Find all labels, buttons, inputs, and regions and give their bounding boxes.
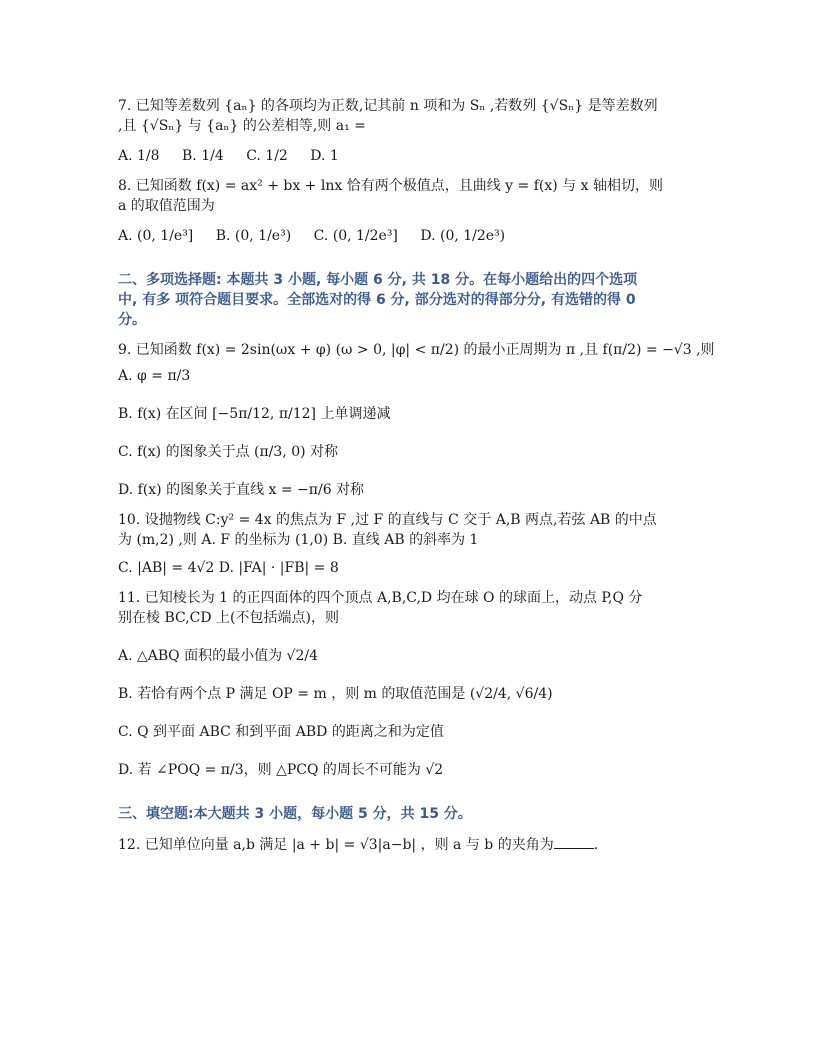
q8-options [118,226,698,246]
q7-options [118,146,698,166]
q11-option-c: C. Q 到平面 ABC 和到平面 ABD 的距离之和为定值 [118,724,444,740]
q11-line2: 别在棱 BC,CD 上(不包括端点)，则 [118,610,339,626]
q12 [118,834,698,855]
q11-option-a: A. △ABQ 面积的最小值为 √2/4 [118,648,319,664]
q7-option-d: D. 1 [310,148,339,164]
q7-option-b: B. 1/4 [182,148,224,164]
q12-answer-blank [554,834,594,849]
q8-line1: 8. 已知函数 f(x) = ax² + bx + lnx 恰有两个极值点，且曲线 y = f(x) 与 x 轴相切，则 [118,178,663,194]
q10-line3: C. |AB| = 4√2 D. |FA| · |FB| = 8 [118,560,339,576]
q9-option-a: A. φ = π/3 [118,368,191,384]
q9-option-b: B. f(x) 在区间 [−5π/12, π/12] 上单调递减 [118,406,391,422]
q12-end: . [593,837,599,853]
q7-line1: 7. 已知等差数列 {aₙ} 的各项均为正数,记其前 n 项和为 Sₙ ,若数列 {√Sₙ} 是等差数列 [118,98,658,114]
q8-line2: a 的取值范围为 [118,198,215,214]
q11-line1: 11. 已知棱长为 1 的正四面体的四个顶点 A,B,C,D 均在球 O 的球面上，动点 P,Q 分 [118,590,643,606]
q12-text: 12. 已知单位向量 a,b 满足 |a + b| = √3|a−b| ，则 a 与 b 的夹角为 [118,837,554,853]
q8-option-d: D. (0, 1/2e³) [420,228,506,244]
q9-option-d: D. f(x) 的图象关于直线 x = −π/6 对称 [118,482,365,498]
q11-option-d: D. 若 ∠POQ = π/3，则 △PCQ 的周长不可能为 √2 [118,762,444,778]
q10-line1: 10. 设抛物线 C:y² = 4x 的焦点为 F ,过 F 的直线与 C 交于 A,B 两点,若弦 AB 的中点 [118,512,657,528]
q8-option-c: C. (0, 1/2e³] [313,228,398,244]
exam-page [118,96,715,855]
q8-option-b: B. (0, 1/e³) [215,228,292,244]
q7-line2: ,且 {√Sₙ} 与 {aₙ} 的公差相等,则 a₁ = [118,118,366,134]
q9-stem: 9. 已知函数 f(x) = 2sin(ωx + φ) (ω > 0, |φ| < π/2) 的最小正周期为 π ,且 f(π/2) = −√3 ,则 [118,342,715,358]
section2-heading-line2: 中, 有多 项符合题目要求。全部选对的得 6 分, 部分选对的得部分分, 有选错的得 0 [118,292,636,308]
q10-line2: 为 (m,2) ,则 A. F 的坐标为 (1,0) B. 直线 AB 的斜率为 1 [118,532,479,548]
section2-heading-line3: 分。 [118,312,146,328]
q7-option-c: C. 1/2 [246,148,288,164]
q9-option-c: C. f(x) 的图象关于点 (π/3, 0) 对称 [118,444,339,460]
section2-heading-line1: 二、多项选择题: 本题共 3 小题, 每小题 6 分, 共 18 分。在每小题给出的四个选项 [118,272,638,288]
q7-option-a: A. 1/8 [118,148,160,164]
q8-option-a: A. (0, 1/e³] [118,228,194,244]
section3-heading: 三、填空题:本大题共 3 小题，每小题 5 分，共 15 分。 [118,806,472,822]
q11-option-b: B. 若恰有两个点 P 满足 OP = m ，则 m 的取值范围是 (√2/4, √6/4) [118,686,553,702]
